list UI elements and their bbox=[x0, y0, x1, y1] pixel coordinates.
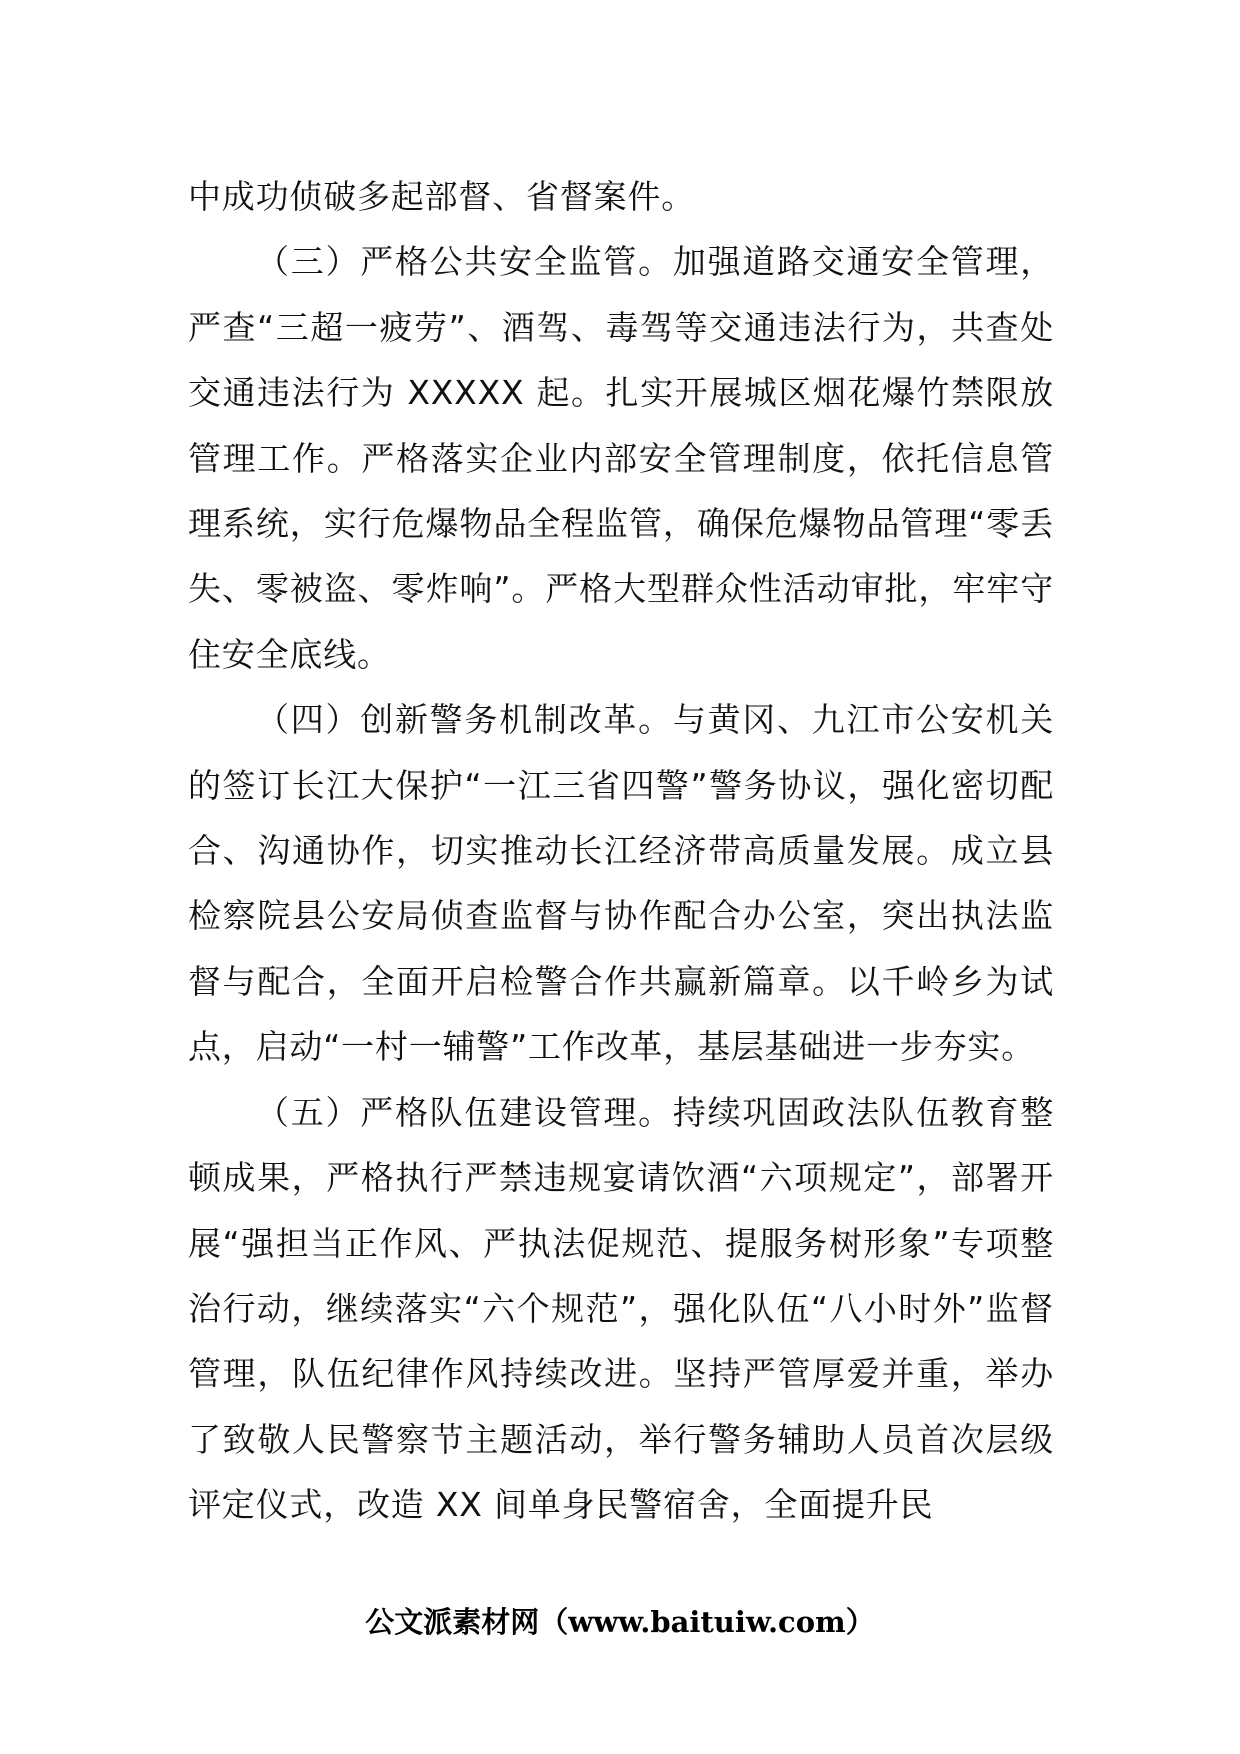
paragraph-team-building: （五）严格队伍建设管理。持续巩固政法队伍教育整顿成果，严格执行严禁违规宴请饮酒“六项规定”，部署开展“强担当正作风、严执法促规范、提服务树形象”专项整治行动，继续落实“六个规范”，强化队伍“八小时外”监督管理，队伍纪律作风持续改进。坚持严管厚爱并重，举办了致敬人民警察节主题活动，举行警务辅助人员首次层级评定仪式，改造 XX 间单身民警宿舍，全面提升民 bbox=[188, 1092, 1054, 1525]
footer-watermark: 公文派素材网（www.baituiw.com） bbox=[365, 1605, 875, 1639]
paragraph-police-reform: （四）创新警务机制改革。与黄冈、九江市公安机关的签订长江大保护“一江三省四警”警务协议，强化密切配合、沟通协作，切实推动长江经济带高质量发展。成立县检察院县公安局侦查监督与协作配合办公室，突出执法监督与配合，全面开启检警合作共赢新篇章。以千岭乡为试点，启动“一村一辅警”工作改革，基层基础进一步夯实。 bbox=[188, 700, 1054, 1067]
paragraph-continuation: 中成功侦破多起部督、省督案件。 bbox=[188, 177, 695, 216]
paragraph-public-safety: （三）严格公共安全监管。加强道路交通安全管理，严查“三超一疲劳”、酒驾、毒驾等交通违法行为，共查处交通违法行为 XXXXX 起。扎实开展城区烟花爆竹禁限放管理工作。严格落实企业内部安全管理制度，依托信息管理系统，实行危爆物品全程监管，确保危爆物品管理“零丢失、零被盗、零炸响”。严格大型群众性活动审批，牢牢守住安全底线。 bbox=[188, 242, 1054, 674]
document-body bbox=[188, 164, 1054, 1538]
